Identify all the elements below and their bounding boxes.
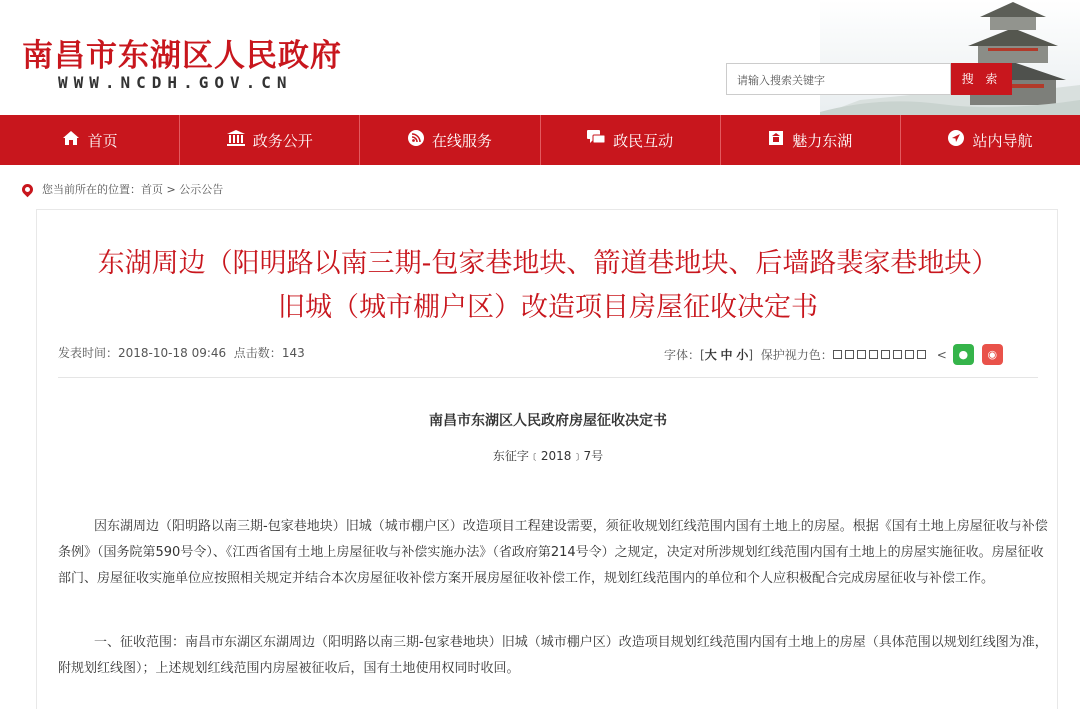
site-url: WWW.NCDH.GOV.CN	[58, 73, 293, 92]
eye-color-swatch[interactable]	[881, 350, 890, 359]
nav-item-government[interactable]	[180, 115, 360, 165]
article-paragraph-1: 因东湖周边（阳明路以南三期-包家巷地块）旧城（城市棚户区）改造项目工程建设需要，须征收规划红线范围内国有土地上的房屋。根据《国有土地上房屋征收与补偿条例》（国务院第590号令）、《江西省国有土地上房屋征收与补偿实施办法》（省政府第214号令）之规定，决定对所涉规划红线范围内国有土地上的房屋实施征收。房屋征收部门、房屋征收实施单位应按照相关规定并结合本次房屋征收补偿方案开展房屋征收补偿工作，规划红线范围内的单位和个人应积极配合完成房屋征收与补偿工作。	[58, 519, 1048, 586]
eye-color-swatch[interactable]	[893, 350, 902, 359]
font-size-label: 字体：[	[664, 348, 705, 362]
weibo-share-icon[interactable]: ◉	[982, 344, 1003, 365]
nav-item-charm-donghu[interactable]	[721, 115, 901, 165]
nav-item-interaction[interactable]	[541, 115, 721, 165]
nav-item-online-service[interactable]	[360, 115, 540, 165]
nav-label: 魅力东湖	[792, 131, 853, 150]
government-building-icon	[227, 130, 245, 150]
article-tools	[664, 344, 1003, 365]
click-count: 143	[281, 346, 305, 360]
document-number: 东征字﹝2018﹞7号	[492, 449, 604, 463]
breadcrumb-prefix: 您当前所在的位置：	[42, 183, 141, 196]
rss-icon	[408, 130, 424, 150]
breadcrumb-home[interactable]: 首页	[141, 183, 163, 196]
breadcrumb-current[interactable]: 公示公告	[179, 183, 224, 196]
wechat-share-icon[interactable]: ●	[953, 344, 974, 365]
home-icon	[62, 130, 80, 150]
main-nav	[0, 115, 1080, 165]
eye-color-swatch[interactable]	[917, 350, 926, 359]
eye-color-swatch[interactable]	[905, 350, 914, 359]
nav-label: 在线服务	[431, 131, 492, 150]
eye-color-swatch[interactable]	[845, 350, 854, 359]
eye-color-swatch[interactable]	[869, 350, 878, 359]
article-paragraph-2: 一、征收范围：南昌市东湖区东湖周边（阳明路以南三期-包家巷地块）旧城（城市棚户区）改造项目规划红线范围内国有土地上的房屋（具体范围以规划红线图为准，附规划红线图）；上述规划红线范围内房屋被征收后，国有土地使用权同时收回。	[58, 635, 1048, 676]
clicks-label: 点击数：	[233, 346, 282, 360]
nav-label: 站内导航	[972, 131, 1033, 150]
divider	[58, 377, 1038, 378]
nav-item-home[interactable]	[0, 115, 180, 165]
breadcrumb-separator: >	[166, 182, 176, 196]
search-button[interactable]: 搜 索	[951, 63, 1012, 95]
eye-color-swatch[interactable]	[833, 350, 842, 359]
pavilion-skyline-image	[820, 0, 1080, 115]
location-pin-icon	[20, 181, 36, 197]
site-header	[0, 0, 1080, 115]
nav-label: 政民互动	[613, 131, 674, 150]
landmark-icon	[768, 130, 784, 150]
breadcrumb	[22, 181, 223, 197]
nav-item-site-navigation[interactable]	[901, 115, 1080, 165]
publish-label: 发表时间：	[58, 346, 119, 360]
chat-icon	[587, 130, 605, 150]
nav-label: 首页	[87, 131, 118, 150]
document-heading: 南昌市东湖区人民政府房屋征收决定书	[429, 413, 667, 429]
site-title[interactable]: 南昌市东湖区人民政府	[22, 38, 342, 74]
eye-protect-label: 保护视力色：	[760, 348, 833, 362]
publish-time: 2018-10-18 09:46	[118, 346, 227, 360]
search-input[interactable]: 请输入搜索关键字	[726, 63, 951, 95]
article-panel	[36, 209, 1058, 709]
eye-color-swatch[interactable]	[857, 350, 866, 359]
share-icon[interactable]: <	[936, 347, 947, 362]
font-size-small[interactable]: 小	[736, 348, 749, 362]
font-size-medium[interactable]: 中	[720, 348, 733, 362]
font-size-close: ]	[748, 347, 754, 362]
article-title-line1: 东湖周边（阳明路以南三期-包家巷地块、箭道巷地块、后墙路裴家巷地块）	[97, 248, 999, 279]
article-title	[37, 242, 1059, 330]
font-size-big[interactable]: 大	[704, 348, 717, 362]
nav-label: 政务公开	[252, 131, 313, 150]
article-title-line2: 旧城（城市棚户区）改造项目房屋征收决定书	[278, 292, 818, 323]
article-meta	[58, 344, 305, 361]
navigation-icon	[948, 130, 964, 150]
